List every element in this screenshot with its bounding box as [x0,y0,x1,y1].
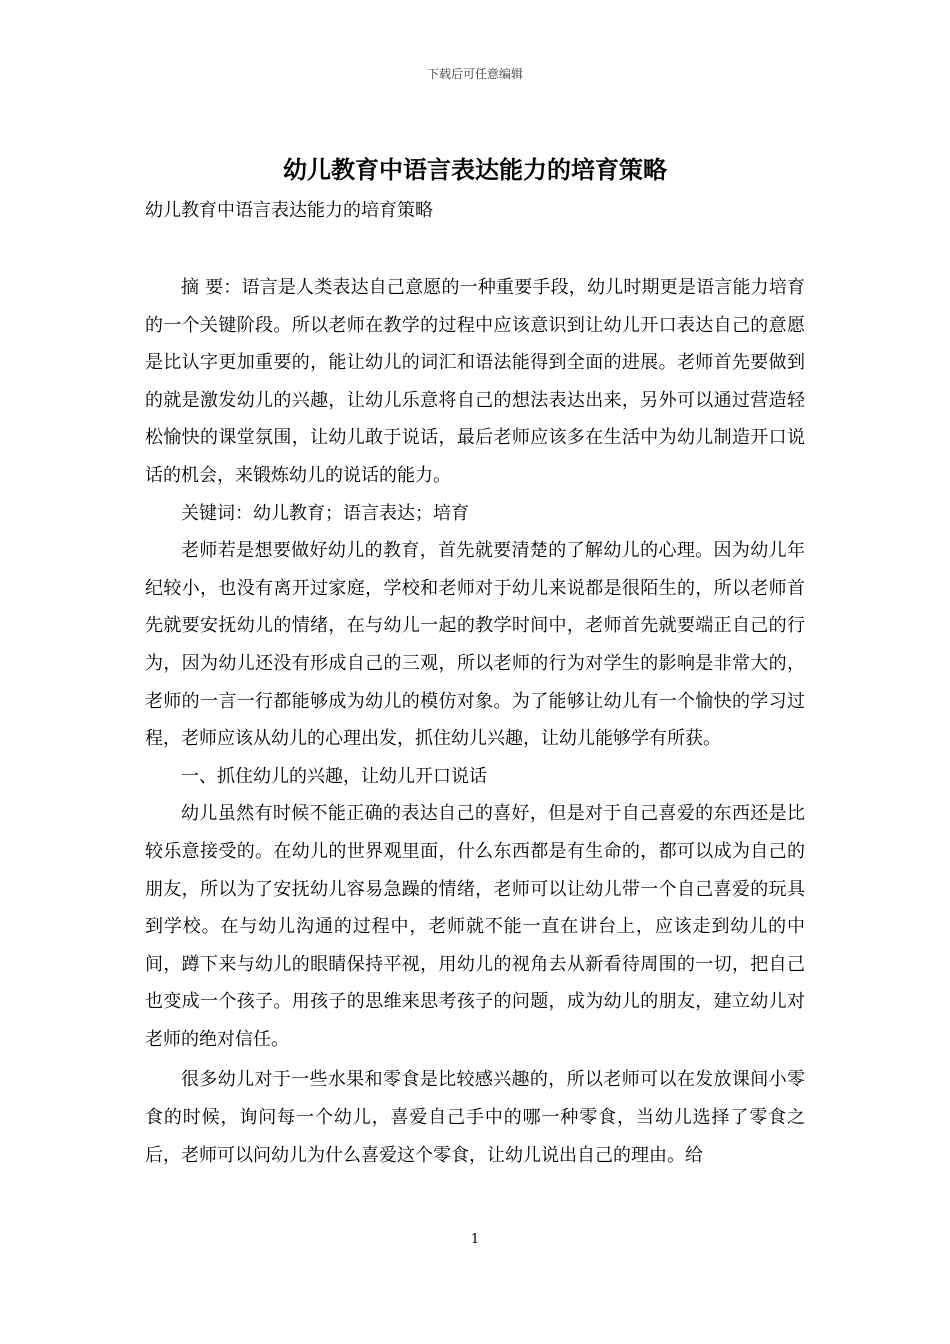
body-paragraph: 幼儿虽然有时候不能正确的表达自己的喜好，但是对于自己喜爱的东西还是比较乐意接受的。在幼儿的世界观里面，什么东西都是有生命的，都可以成为自己的朋友，所以为了安抚幼儿容易急躁的情绪，老师可以让幼儿带一个自己喜爱的玩具到学校。在与幼儿沟通的过程中，老师就不能一直在讲台上，应该走到幼儿的中间，蹲下来与幼儿的眼睛保持平视，用幼儿的视角去从新看待周围的一切，把自己也变成一个孩子。用孩子的思维来思考孩子的问题，成为幼儿的朋友，建立幼儿对老师的绝对信任。 [145,803,805,1050]
body-paragraph: 很多幼儿对于一些水果和零食是比较感兴趣的，所以老师可以在发放课间小零食的时候，询问每一个幼儿，喜爱自己手中的哪一种零食，当幼儿选择了零食之后，老师可以问幼儿为什么喜爱这个零食，让幼儿说出自己的理由。给 [145,1069,805,1166]
document-body [145,269,805,1174]
document-subtitle: 幼儿教育中语言表达能力的培育策略 [145,200,433,221]
body-paragraph: 老师若是想要做好幼儿的教育，首先就要清楚的了解幼儿的心理。因为幼儿年纪较小，也没有离开过家庭，学校和老师对于幼儿来说都是很陌生的，所以老师首先就要安抚幼儿的情绪，在与幼儿一起的教学时间中，老师首先就要端正自己的行为，因为幼儿还没有形成自己的三观，所以老师的行为对学生的影响是非常大的，老师的一言一行都能够成为幼儿的模仿对象。为了能够让幼儿有一个愉快的学习过程，老师应该从幼儿的心理出发，抓住幼儿兴趣，让幼儿能够学有所获。 [145,540,805,750]
document-title: 幼儿教育中语言表达能力的培育策略 [283,155,667,184]
page-number: 1 [470,1232,480,1247]
keywords-paragraph: 关键词：幼儿教育；语言表达；培育 [181,502,469,524]
section-heading: 一、抓住幼儿的兴趣，让幼儿开口说话 [181,765,487,787]
abstract-paragraph: 摘 要：语言是人类表达自己意愿的一种重要手段，幼儿时期更是语言能力培育的一个关键阶段。所以老师在教学的过程中应该意识到让幼儿开口表达自己的意愿是比认字更加重要的，能让幼儿的词汇和语法能得到全面的进展。老师首先要做到的就是激发幼儿的兴趣，让幼儿乐意将自己的想法表达出来，另外可以通过营造轻松愉快的课堂氛围，让幼儿敢于说话，最后老师应该多在生活中为幼儿制造开口说话的机会，来锻炼幼儿的说话的能力。 [145,277,805,486]
header-note: 下载后可任意编辑 [426,67,523,81]
